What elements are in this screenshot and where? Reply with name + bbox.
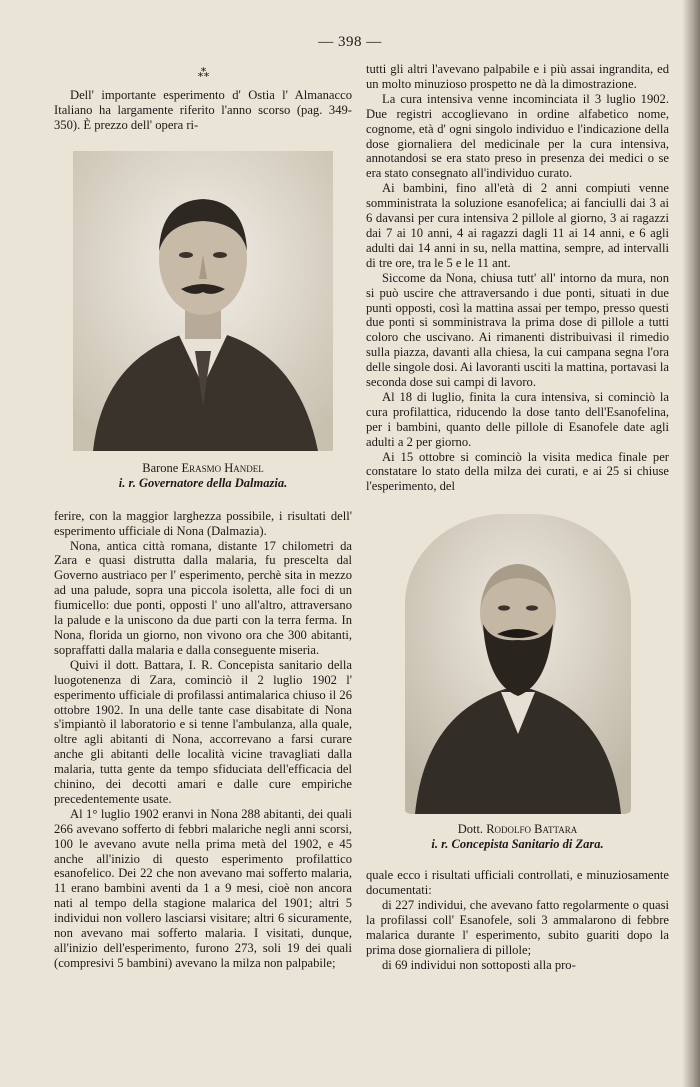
portrait-handel-caption [54, 461, 352, 491]
paragraph: di 69 individui non sottoposti alla pro- [382, 957, 576, 972]
right-column [366, 62, 669, 973]
paragraph: Ai 15 ottobre si cominciò la visita medica finale per constatare lo stato della milza dei curati, e ai 25 si chiuse l'esperimento, del [366, 449, 669, 494]
ornament: ⁂ [197, 66, 209, 80]
portrait-handel [73, 151, 333, 451]
paragraph: quale ecco i risultati ufficiali controllati, e minuziosamente documentati: [366, 868, 669, 898]
intro-paragraph: Dell' importante esperimento d' Ostia l' Almanacco Italiano ha largamente riferito l'anno scorso (pag. 349-350). È prezzo dell' opera ri- [54, 88, 352, 132]
paragraph: Siccome da Nona, chiusa tutt' all' intorno da mura, non si può uscire che attraversando i due ponti, situati in due punti opposti, così la mattina assai per tempo, presso questi due ponti si somministrava la prima dose di pillole a tutti coloro che uscivano. Ai rimanenti distribuivasi il rimedio sulla piazza, davanti alla chiesa, la cui campana segna l'ora delle singole dosi. Ai lavoranti usciti la mattina, portavasi la seconda dose sui campi di lavoro. [366, 270, 669, 390]
caption-prefix: Barone [142, 460, 179, 475]
paragraph: Ai bambini, fino all'età di 2 anni compiuti venne somministrata la soluzione esanofelica; ai fanciulli dai 3 ai 6 davansi per cura intensiva 2 pillole al giorno, 3 ai ragazzi dai 7 ai 10 anni, 4 ai ragazzi dagli 11 ai 14 anni, e 6 agli adulti dai 14 anni in su, nella mattina, sempre, ad intervalli di tre ore, tra le 5 e le 11 ant. [366, 181, 669, 270]
page-number: — 398 — [318, 34, 382, 50]
paragraph: ferire, con la maggior larghezza possibile, i risultati dell' esperimento ufficiale di Nona (Dalmazia). [54, 508, 352, 538]
paragraph: di 227 individui, che avevano fatto regolarmente o quasi la profilassi coll' Esanofele, soli 3 ammalarono di febbre malarica durante l' esperimento, subito guariti dopo la prima dose giornaliera di pillole; [366, 898, 669, 957]
paragraph: Al 1° luglio 1902 eranvi in Nona 288 abitanti, dei quali 266 avevano sofferto di febbri malariche negli anni scorsi, 100 le avevano avute nella prima metà del 1902, e 45 anche all'inizio di questo esperimento profilattico esanofelico. Dei 22 che non avevano mai sofferto malaria, 11 erano bambini aventi da 1 a 9 mesi, cioè non ancora nati al tempo della stagione malarica del 1901; altri 5 individui non vollero lasciarsi visitare; altri 6 sicuramente, non avevano mai sofferto malaria. I visitati, dunque, all'inizio dell'esperimento, furono 273, soli 19 dei quali (compresivi 5 bambini) avevano la milza non palpabile; [54, 806, 352, 970]
paragraph: La cura intensiva venne incominciata il 3 luglio 1902. Due registri accoglievano in ordine alfabetico nome, cognome, età d' ogni singolo individuo e l'indicazione della dose giornaliera del medicinale per la cura intensiva, annotandosi se era stato preso in presenza dei medici o se era stato consegnato all'individuo curato. [366, 91, 669, 181]
paragraph: Quivi il dott. Battara, I. R. Concepista sanitario della luogotenenza di Zara, cominciò il 2 luglio 1902 l' esperimento ufficiale di profilassi antimalarica chiuso il 26 ottobre 1902. In una delle tante case disabitate di Nona s'impiantò il laboratorio e si tenne l'ambulanza, alla quale, oltre agli abitanti di Nona, accorrevano a farsi curare anche gli abitanti delle località vicine travagliati dalla malaria, tutta gente da tempo sfiduciata dell'efficacia del chinino, dei decotti amari e dalle cure empiriche precedentemente usate. [54, 657, 352, 806]
caption-prefix: Dott. [457, 822, 484, 837]
caption-title: i. r. Concepista Sanitario di Zara. [431, 837, 604, 852]
paragraph: tutti gli altri l'avevano palpabile e i più assai ingrandita, ed un molto minuzioso prospetto ne dà la dimostrazione. [366, 62, 669, 91]
page-edge-shadow [682, 0, 700, 1087]
portrait-battara-caption [366, 822, 669, 852]
caption-name: Rodolfo Battara [486, 822, 578, 837]
caption-name: Erasmo Handel [181, 460, 264, 475]
caption-title: i. r. Governatore della Dalmazia. [118, 475, 288, 490]
paragraph: Al 18 di luglio, finita la cura intensiva, si cominciò la cura profilattica, riducendo la dose tanto dell'Esanofelina, per i bambini, quanto delle pillole di Esanofele date agli adulti a 2 per giorno. [366, 389, 669, 449]
paragraph: Nona, antica città romana, distante 17 chilometri da Zara e quasi distrutta dalla malaria, fu prescelta dal Governo austriaco per l' esperimento, perchè sita in mezzo ad una palude, sopra una piccola isoletta, alle foci di un fiumicello: due ponti, opposti l' uno all'altro, attraversano la palude e la uniscono da due parti con la terra ferma. In Nona, florida un giorno, non vivono ora che 300 abitanti, sopraffatti dalla malaria e dalla conseguente miseria. [54, 538, 352, 657]
portrait-battara [405, 514, 631, 814]
left-column [54, 62, 352, 971]
